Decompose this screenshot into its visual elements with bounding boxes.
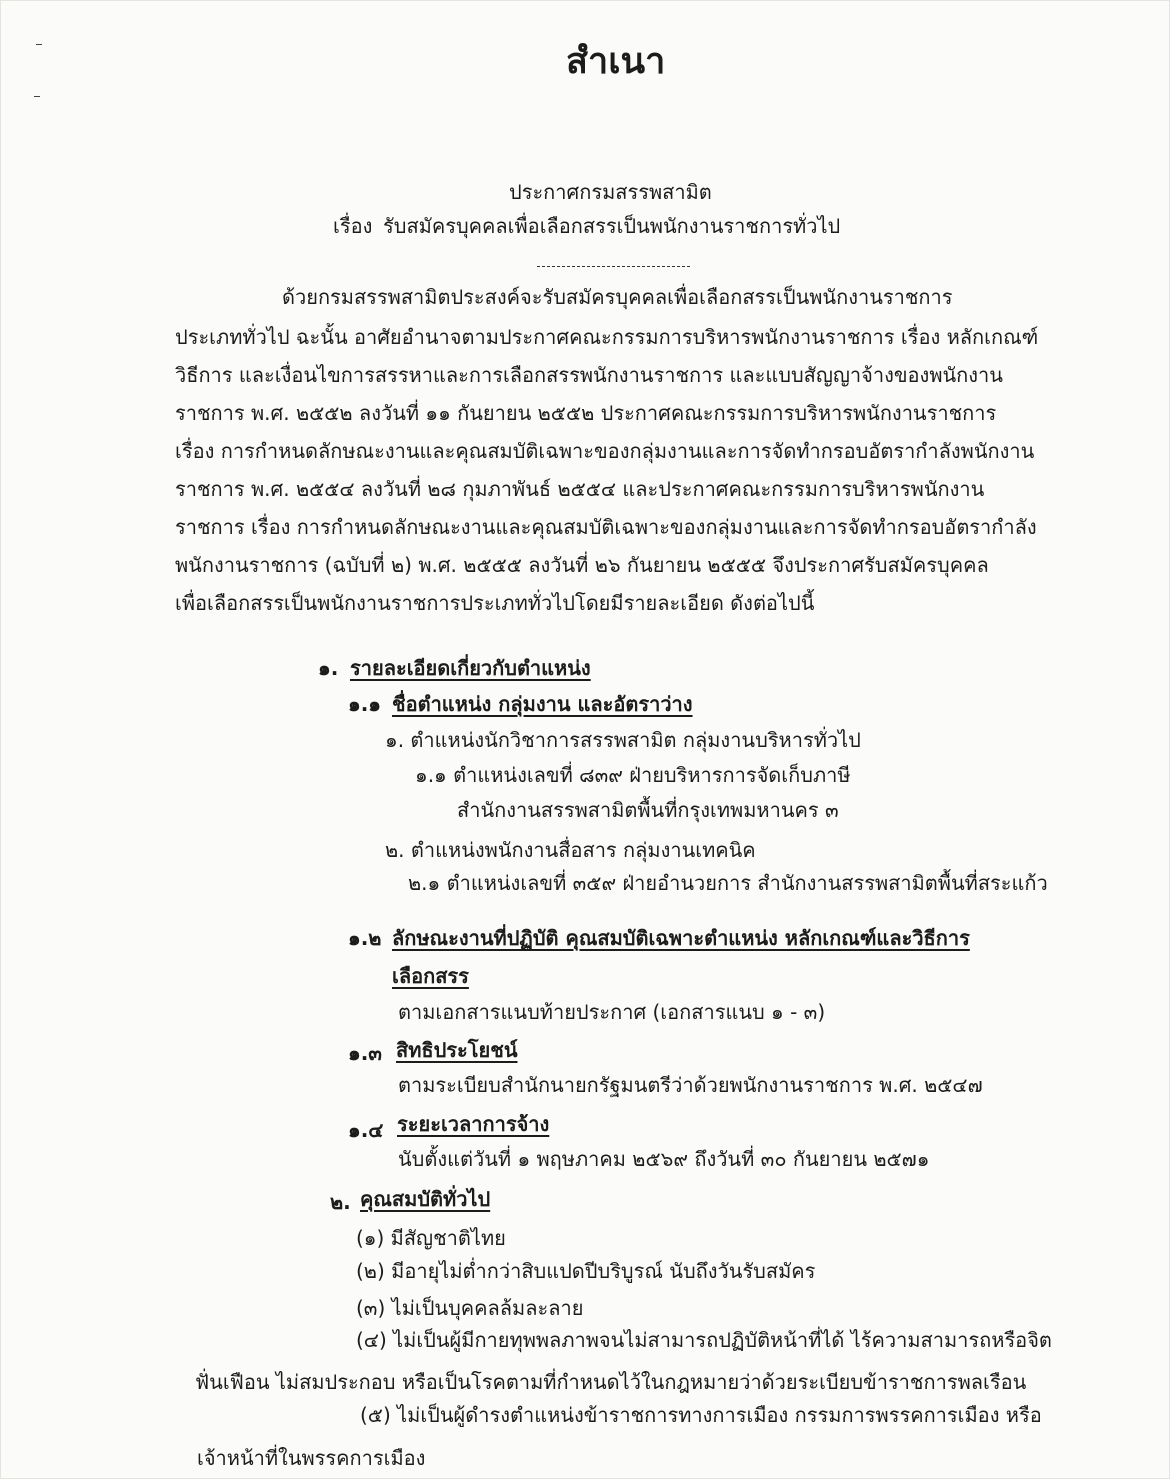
section-1-title: รายละเอียดเกี่ยวกับตำแหน่ง [350,656,591,680]
scan-speck [36,44,42,45]
copy-stamp-title: สำเนา [566,41,666,82]
section-1-3-number: ๑.๓ [348,1041,382,1065]
qualification-item: (๔) ไม่เป็นผู้มีกายทุพพลภาพจนไม่สามารถปฏิบัติหน้าที่ได้ ไร้ความสามารถหรือจิต [356,1328,1052,1352]
section-1-2-title-cont: เลือกสรร [392,964,469,988]
intro-line: เรื่อง การกำหนดลักษณะงานและคุณสมบัติเฉพาะของกลุ่มงานและการจัดทำกรอบอัตรากำลังพนักงาน [175,439,1035,463]
intro-line: ด้วยกรมสรรพสามิตประสงค์จะรับสมัครบุคคลเพื่อเลือกสรรเป็นพนักงานราชการ [282,285,953,309]
section-1-3-title: สิทธิประโยชน์ [396,1038,518,1062]
section-2-title: คุณสมบัติทั่วไป [360,1187,491,1211]
section-1-2-body: ตามเอกสารแนบท้ายประกาศ (เอกสารแนบ ๑ - ๓) [398,1000,826,1024]
scan-speck [34,96,40,97]
intro-line: ราชการ พ.ศ. ๒๕๕๒ ลงวันที่ ๑๑ กันยายน ๒๕๕๒ ประกาศคณะกรรมการบริหารพนักงานราชการ [175,401,997,425]
subject-text: รับสมัครบุคคลเพื่อเลือกสรรเป็นพนักงานราชการทั่วไป [383,214,841,238]
section-1-2-number: ๑.๒ [348,926,382,950]
intro-line: พนักงานราชการ (ฉบับที่ ๒) พ.ศ. ๒๕๕๕ ลงวันที่ ๒๖ กันยายน ๒๕๕๕ จึงประกาศรับสมัครบุคคล [175,553,989,577]
section-1-4-body: นับตั้งแต่วันที่ ๑ พฤษภาคม ๒๕๖๙ ถึงวันที่ ๓๐ กันยายน ๒๕๗๑ [398,1147,930,1171]
qualification-item-cont: เจ้าหน้าที่ในพรรคการเมือง [197,1446,426,1470]
section-1-3-body: ตามระเบียบสำนักนายกรัฐมนตรีว่าด้วยพนักงานราชการ พ.ศ. ๒๕๔๗ [398,1073,983,1097]
intro-line: ราชการ เรื่อง การกำหนดลักษณะงานและคุณสมบัติเฉพาะของกลุ่มงานและการจัดทำกรอบอัตรากำลัง [175,515,1037,539]
position-item: ๒. ตำแหน่งพนักงานสื่อสาร กลุ่มงานเทคนิค [385,838,756,862]
section-1-4-title: ระยะเวลาการจ้าง [397,1112,550,1136]
intro-line: ประเภททั่วไป ฉะนั้น อาศัยอำนาจตามประกาศคณะกรรมการบริหารพนักงานราชการ เรื่อง หลักเกณฑ์ [175,325,1039,349]
section-1-2-title: ลักษณะงานที่ปฏิบัติ คุณสมบัติเฉพาะตำแหน่ง หลักเกณฑ์และวิธีการ [392,926,970,950]
separator-line [537,266,690,267]
qualification-item: (๕) ไม่เป็นผู้ดำรงตำแหน่งข้าราชการทางการเมือง กรรมการพรรคการเมือง หรือ [360,1403,1042,1427]
position-sub-item: ๒.๑ ตำแหน่งเลขที่ ๓๕๙ ฝ่ายอำนวยการ สำนักงานสรรพสามิตพื้นที่สระแก้ว [408,871,1048,895]
announcement-agency: ประกาศกรมสรรพสามิต [509,180,712,204]
intro-line: เพื่อเลือกสรรเป็นพนักงานราชการประเภททั่วไปโดยมีรายละเอียด ดังต่อไปนี้ [175,591,815,615]
section-2-number: ๒. [330,1190,351,1214]
intro-line: วิธีการ และเงื่อนไขการสรรหาและการเลือกสรรพนักงานราชการ และแบบสัญญาจ้างของพนักงาน [175,363,1003,387]
qualification-item: (๒) มีอายุไม่ต่ำกว่าสิบแปดปีบริบูรณ์ นับถึงวันรับสมัคร [356,1259,816,1283]
qualification-item: (๑) มีสัญชาติไทย [356,1226,506,1250]
qualification-item: (๓) ไม่เป็นบุคคลล้มละลาย [356,1296,584,1320]
subject-label: เรื่อง [333,214,373,238]
section-1-1-title: ชื่อตำแหน่ง กลุ่มงาน และอัตราว่าง [392,692,693,716]
position-sub-item: ๑.๑ ตำแหน่งเลขที่ ๘๓๙ ฝ่ายบริหารการจัดเก็บภาษี [415,763,851,787]
section-1-1-number: ๑.๑ [348,692,381,716]
position-item: ๑. ตำแหน่งนักวิชาการสรรพสามิต กลุ่มงานบริหารทั่วไป [385,728,861,752]
position-sub-item-cont: สำนักงานสรรพสามิตพื้นที่กรุงเทพมหานคร ๓ [457,798,839,822]
section-1-number: ๑. [318,656,339,680]
intro-line: ราชการ พ.ศ. ๒๕๕๔ ลงวันที่ ๒๘ กุมภาพันธ์ ๒๕๕๔ และประกาศคณะกรรมการบริหารพนักงาน [175,477,985,501]
qualification-item-cont: ฟั่นเฟือน ไม่สมประกอบ หรือเป็นโรคตามที่กำหนดไว้ในกฎหมายว่าด้วยระเบียบข้าราชการพลเรือน [195,1370,1027,1394]
section-1-4-number: ๑.๔ [348,1118,384,1142]
